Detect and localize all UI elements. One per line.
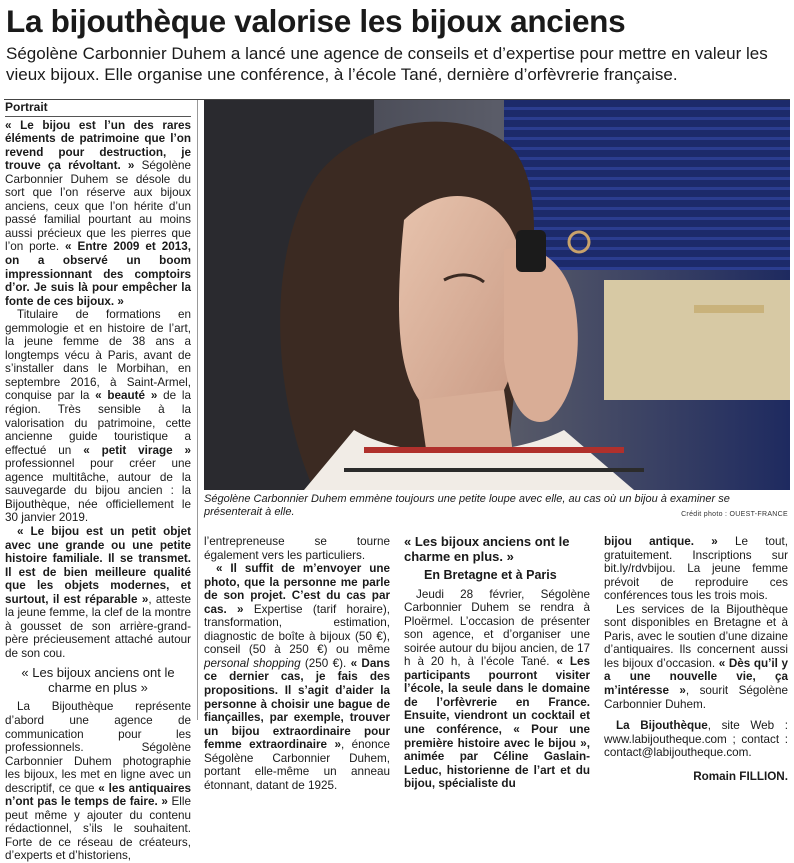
quote: « Dès qu’il y a une nouvelle vie, ça m’intéresse » [604, 656, 788, 698]
quote: bijou antique. » [604, 535, 718, 548]
quote: « les antiquaires n’ont pas le temps de faire. » [5, 781, 191, 809]
quote: « Le bijou est l’un des rares éléments de patrimoine que l’on revend pour destruction, je trouve ça révoltant. » [5, 118, 191, 173]
text: La Bijouthèque représente d’abord une agence de communication pour les professionnels. Ségolène Carbonnier Duhem photographie les bijoux, les met en ligne avec un descriptif, ce que [5, 700, 191, 795]
quote: « Il suffit de m’envoyer une photo, que la personne me parle de son projet. C’est du cas par cas. » [204, 562, 390, 616]
signature: Romain FILLION. [693, 769, 788, 783]
paragraph: l’entrepreneuse se tourne également vers les particuliers. [204, 535, 390, 562]
column-2 [204, 535, 390, 792]
text: Le tout, gratuitement. Inscriptions sur bit.ly/rdvbijou. La jeune femme prévoit de reproduire ces conférences tous les trois mois. [604, 535, 788, 603]
column-4 [604, 535, 788, 783]
paragraph [604, 535, 788, 603]
paragraph [5, 308, 191, 525]
text: professionnel pour créer une agence multitâche, autour de la sauvegarde du bijou ancien : la Bijouthèque, née officiellement le 30 janvier 2019. [5, 457, 191, 525]
quote: « Le bijou est un petit objet avec une grande ou une petite histoire familiale. Il se transmet. Il est de bien meilleure qualité que les objets modernes, et surtout, il est réparable » [5, 524, 191, 606]
text: La Bijouthèque [616, 719, 708, 733]
article-title: La bijouthèque valorise les bijoux anciens [6, 3, 626, 39]
paragraph [5, 119, 191, 309]
quote: « beauté » [95, 389, 158, 403]
article-standfirst: Ségolène Carbonnier Duhem a lancé une agence de conseils et d’expertise pour mettre en valeur les vieux bijoux. Elle organise une conférence, à l’école Tané, dernière d’orfèvrerie française. [6, 44, 768, 84]
paragraph [5, 525, 191, 660]
paragraph [604, 719, 788, 760]
text: Elle peut même y ajouter du contenu rédactionnel, s’ils le souhaitent. Forte de ce réseau de créateurs, d’experts et d’historiens, [5, 795, 191, 863]
quote: « petit virage » [83, 443, 191, 457]
column-1 [5, 101, 191, 863]
text: , sourit Ségolène Carbonnier Duhem. [604, 684, 788, 711]
column-divider [197, 100, 198, 720]
paragraph [604, 603, 788, 711]
text: personal shopping [204, 656, 301, 670]
text: Les services de la Bijouthèque sont disponibles en Bretagne et à Paris, avec le soutien d’une dizaine d’antiquaires. Ils concernent aussi les bijoux d’occasion. [604, 602, 788, 670]
text: , atteste la jeune femme, la clef de la montre à gousset de son arrière-grand-père précieusement attaché autour de son cou. [5, 592, 191, 660]
photo-credit: Crédit photo : OUEST-FRANCE [681, 511, 788, 518]
subhead: « Les bijoux anciens ont le charme en plus. » [404, 534, 570, 564]
quote: « Dans ce dernier cas, je fais des propositions. Il s’agit d’aider la personne à choisir une bague de fiançailles, par exemple, trouver un bijou extraordinaire pour femme extraordinaire » [204, 656, 390, 752]
paragraph [5, 700, 191, 863]
text: Expertise (tarif horaire), transformation, estimation, diagnostic de boîte à bijoux (50 €), conseil (50 à 250 €) ou même [204, 602, 390, 657]
text: Jeudi 28 février, Ségolène Carbonnier Duhem se rendra à Ploërmel. L’occasion de présenter son agence, et d’organiser une soirée autour du bijou ancien, de 17 h à 20 h, à l’école Tané. [404, 587, 590, 669]
column-3 [404, 535, 590, 791]
photo-caption: Ségolène Carbonnier Duhem emmène toujours une petite loupe avec elle, au cas où un bijou à examiner se présenterait à elle. [204, 493, 730, 518]
subhead: « Les bijoux anciens ont le charme en plus » [21, 665, 175, 695]
paragraph [204, 562, 390, 792]
text: , site Web : www.labijoutheque.com ; contact : contact@labijoutheque.com. [604, 719, 788, 760]
paragraph [404, 588, 590, 791]
text: , énonce Ségolène Carbonnier Duhem, portant elle-même un anneau étonnant, datant de 1925. [204, 738, 390, 792]
subhead: En Bretagne et à Paris [424, 568, 557, 582]
quote: « Les participants pourront visiter l’école, la seule dans le domaine de l’orfèvrerie en France. Ensuite, viendront un cocktail et une conférence, « Pour une première histoire avec le bijou », animée par Céline Gaslain-Leduc, historienne de l’art et du bijou, spécialiste du [404, 655, 590, 791]
quote: « Entre 2009 et 2013, on a observé un boom impressionnant des comptoirs d’or. Je suis là pour empêcher la fonte de ces bijoux. » [5, 240, 191, 308]
kicker: Portrait [5, 101, 191, 117]
text: (250 €). [300, 656, 351, 670]
portrait-photo [204, 100, 790, 490]
text: Ségolène Carbonnier Duhem se désole du sort que l’on réserve aux bijoux anciens, ceux que l’on hérite d’un passé familial pourtant au moins aussi précieux que les pierres que l’on porte. [5, 159, 191, 254]
text: Titulaire de formations en gemmologie et en histoire de l’art, la jeune femme de 38 ans a longtemps vécu à Paris, avant de s’installer dans le Morbihan, en septembre 2016, à Saint-Armel, conquise par la [5, 308, 191, 403]
text: de la région. Très sensible à la valorisation du patrimoine, cette ancienne guide touristique a effectué un [5, 389, 191, 457]
